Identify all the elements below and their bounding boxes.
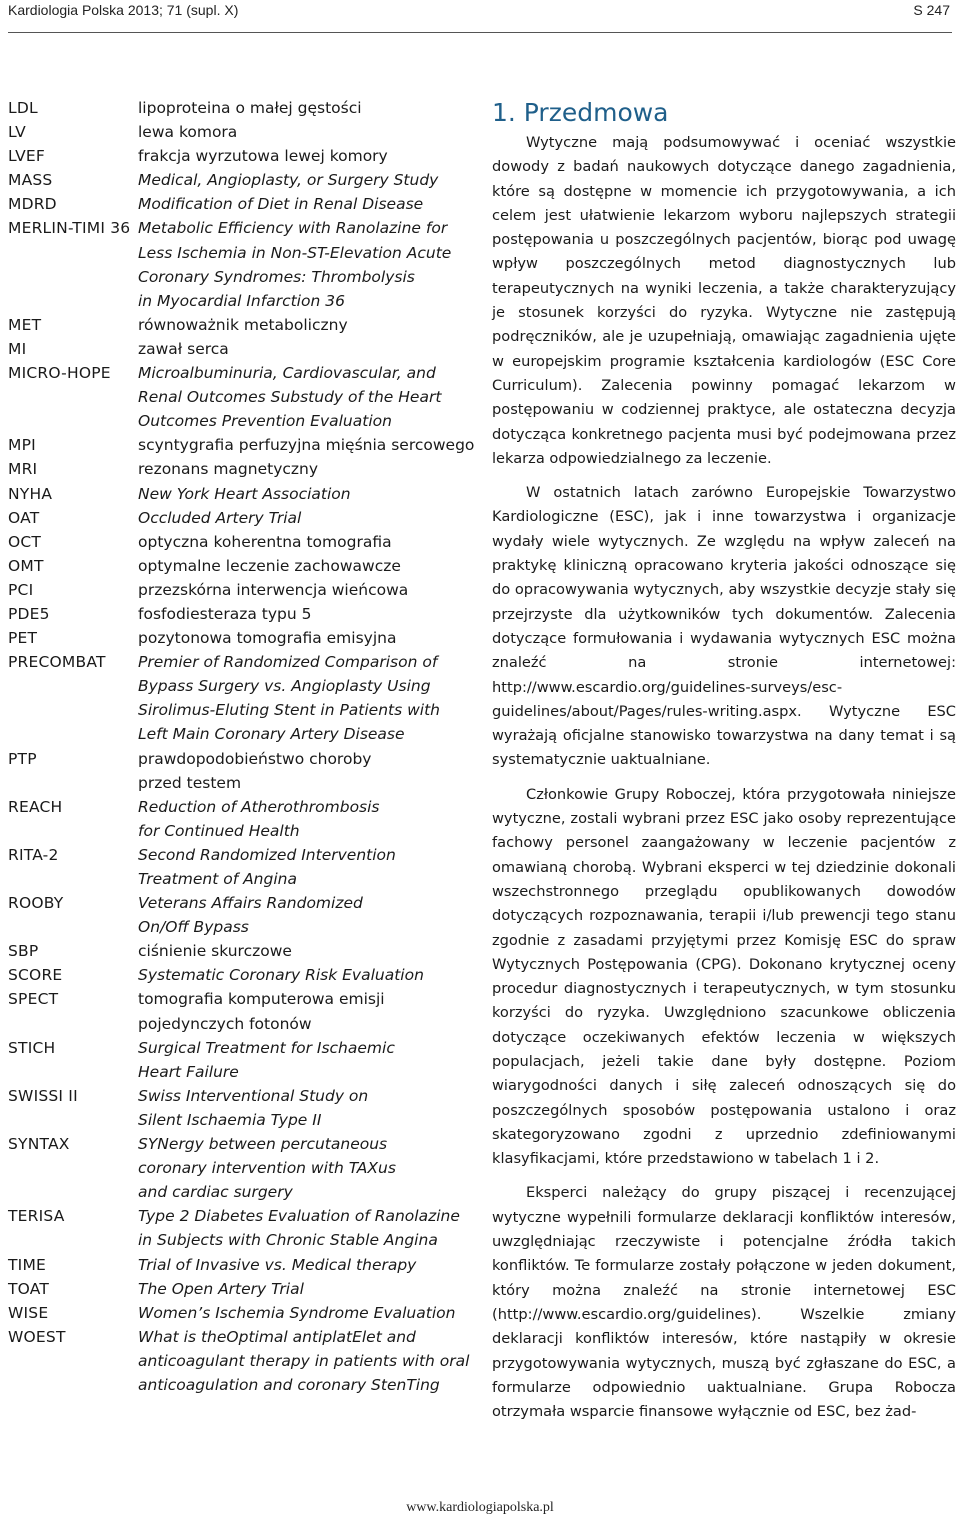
abbreviation-term: PCI bbox=[8, 580, 34, 599]
abbreviation-definition: Occluded Artery Trial bbox=[138, 508, 302, 527]
abbreviation-term: NYHA bbox=[8, 484, 53, 503]
abbreviation-definition: What is theOptimal antiplatElet and anticoagulant therapy in patients with oral anticoagulation and coronary StenTing bbox=[138, 1327, 470, 1394]
abbreviation-definition: fosfodiesteraza typu 5 bbox=[138, 604, 312, 623]
abbreviation-definition: The Open Artery Trial bbox=[138, 1279, 304, 1298]
abbreviation-term: MERLIN-TIMI 36 bbox=[8, 219, 131, 238]
abbreviation-row bbox=[8, 891, 478, 939]
abbreviation-row bbox=[8, 939, 478, 963]
abbreviation-row bbox=[8, 1325, 478, 1397]
abbreviation-term: OAT bbox=[8, 508, 40, 527]
abbreviation-definition: Type 2 Diabetes Evaluation of Ranolazine in Subjects with Chronic Stable Angina bbox=[138, 1207, 460, 1250]
abbreviation-definition: lipoproteina o małej gęstości bbox=[138, 99, 362, 117]
abbreviation-definition: przezskórna interwencja wieńcowa bbox=[138, 580, 409, 599]
abbreviation-definition: optyczna koherentna tomografia bbox=[138, 532, 392, 551]
abbreviation-term: SBP bbox=[8, 942, 39, 961]
abbreviation-term: LVEF bbox=[8, 147, 46, 166]
journal-citation: Kardiologia Polska 2013; 71 (supl. X) bbox=[8, 2, 239, 18]
abbreviation-definition: Medical, Angioplasty, or Surgery Study bbox=[138, 171, 439, 190]
abbreviation-definition: frakcja wyrzutowa lewej komory bbox=[138, 147, 388, 166]
abbreviation-definition: Veterans Affairs Randomized On/Off Bypass bbox=[138, 894, 363, 937]
abbreviation-row bbox=[8, 506, 478, 530]
abbreviation-definition: Women’s Ischemia Syndrome Evaluation bbox=[138, 1303, 456, 1322]
abbreviation-term: MASS bbox=[8, 171, 53, 190]
abbreviation-row bbox=[8, 1132, 478, 1204]
abbreviation-term: OCT bbox=[8, 532, 42, 551]
abbreviation-definition: zawał serca bbox=[138, 339, 229, 358]
abbreviation-term: RITA-2 bbox=[8, 845, 59, 864]
paragraph: Wytyczne mają podsumowywać i oceniać wszystkie dowody z badań naukowych dotyczące danego zagadnienia, które są dostępne w momencie ich przygotowywania, a ich celem jest ułatwienie lekarzom wyboru najlepszych strategii postępowania u poszczególnych pacjentów, biorąc pod uwagę wpływ poszczególnych metod diagnostycznych lub terapeutycznych na wyniki leczenia, a także charakteryzujący je stosunek korzyści do ryzyka. Wytyczne nie zastępują podręczników, ale je uzupełniają, omawiając zagadnienia ujęte w europejskim programie kształcenia kardiologów (ESC Core Curriculum). Zalecenia powinny pomagać lekarzom w postępowaniu w codziennej praktyce, ale ostateczna decyzja dotycząca konkretnego pacjenta musi być podejmowana przez lekarza odpowiedzialnego za leczenie. bbox=[492, 134, 956, 467]
abbreviation-row bbox=[8, 1084, 478, 1132]
abbreviation-term: LV bbox=[8, 123, 26, 142]
abbreviation-list bbox=[8, 96, 478, 1397]
abbreviation-definition: Premier of Randomized Comparison of Bypass Surgery vs. Angioplasty Using Sirolimus-Eluting Stent in Patients with Left Main Coronary Artery Disease bbox=[138, 653, 440, 744]
abbreviation-row bbox=[8, 1204, 478, 1252]
abbreviation-row bbox=[8, 578, 478, 602]
abbreviation-term: MPI bbox=[8, 436, 36, 455]
abbreviation-row bbox=[8, 795, 478, 843]
abbreviation-definition: Metabolic Efficiency with Ranolazine for Less Ischemia in Non-ST-Elevation Acute Coronary Syndromes: Thrombolysis in Myocardial Infarction 36 bbox=[138, 219, 452, 310]
section-title: 1. Przedmowa bbox=[492, 98, 669, 127]
abbreviation-term: PET bbox=[8, 629, 38, 648]
abbreviation-definition: Modification of Diet in Renal Disease bbox=[138, 195, 424, 214]
abbreviation-term: LDL bbox=[8, 99, 38, 117]
abbreviation-definition: lewa komora bbox=[138, 123, 238, 142]
abbreviation-term: MRI bbox=[8, 460, 38, 479]
abbreviation-term: STICH bbox=[8, 1038, 56, 1057]
abbreviation-row bbox=[8, 554, 478, 578]
abbreviation-term: ROOBY bbox=[8, 894, 64, 913]
abbreviation-definition: New York Heart Association bbox=[138, 484, 351, 503]
abbreviation-term: SPECT bbox=[8, 990, 59, 1009]
abbreviation-row bbox=[8, 96, 478, 120]
abbreviation-term: PDE5 bbox=[8, 604, 50, 623]
abbreviation-definition: Second Randomized Intervention Treatment of Angina bbox=[138, 845, 396, 888]
abbreviation-definition: prawdopodobieństwo choroby przed testem bbox=[138, 749, 372, 792]
abbreviation-definition: scyntygrafia perfuzyjna mięśnia sercowego bbox=[138, 436, 475, 455]
abbreviation-term: WISE bbox=[8, 1303, 49, 1322]
paragraph: W ostatnich latach zarówno Europejskie Towarzystwo Kardiologiczne (ESC), jak i inne towarzystwa i organizacje wydały wiele wytycznych. Ze względu na wpływ zaleceń na praktykę kliniczną opracowano kryteria jakości odnoszące się do opracowywania wytycznych, aby wszystkie decyzje stały się przejrzyste dla użytkowników tych dokumentów. Zalecenia dotyczące formułowania i wydawania wytycznych ESC można znaleźć na stronie internetowej: http://www.escardio.org/guidelines-surveys/esc-guidelines/about/Pages/rules-writing.aspx. Wytyczne ESC wyrażają oficjalne stanowisko towarzystwa na dany temat i są systematycznie uaktualniane. bbox=[492, 484, 956, 769]
abbreviation-definition: tomografia komputerowa emisji pojedynczych fotonów bbox=[138, 990, 385, 1033]
abbreviation-row bbox=[8, 433, 478, 457]
abbreviation-row bbox=[8, 1277, 478, 1301]
abbreviation-term: WOEST bbox=[8, 1327, 66, 1346]
abbreviation-term: MDRD bbox=[8, 195, 57, 214]
footer-url: www.kardiologiapolska.pl bbox=[406, 1500, 554, 1515]
abbreviation-row bbox=[8, 843, 478, 891]
abbreviation-term: TERISA bbox=[8, 1207, 65, 1226]
abbreviation-row bbox=[8, 1253, 478, 1277]
abbreviation-definition: Reduction of Atherothrombosis for Continued Health bbox=[138, 797, 380, 840]
abbreviation-row bbox=[8, 337, 478, 361]
abbreviation-term: SWISSI II bbox=[8, 1086, 78, 1105]
header-rule bbox=[8, 32, 952, 33]
abbreviation-definition: Microalbuminuria, Cardiovascular, and Renal Outcomes Substudy of the Heart Outcomes Prevention Evaluation bbox=[138, 364, 442, 431]
paragraph: Członkowie Grupy Roboczej, która przygotowała niniejsze wytyczne, zostali wybrani przez ESC jako osoby reprezentujące fachowy personel zaangażowany w leczenie pacjentów z omawianą chorobą. Wybrani eksperci w tej dziedzinie dokonali wszechstronnego przeglądu opublikowanych dowodów dotyczących rozpoznawania, terapii i/lub prewencji tego stanu zgodnie z zasadami przyjętymi przez Komisję ESC do spraw Wytycznych Postępowania (CPG). Dokonano krytycznej oceny procedur diagnostycznych i terapeutycznych, w tym stosunku korzyści do ryzyka. Uwzględniono szacunkowe obliczenia dotyczące oczekiwanych efektów leczenia w większych populacjach, jeżeli takie dane były dostępne. Poziom wiarygodności danych i siłę zaleceń odnoszących się do poszczególnych sposobów postępowania ustalono i oraz skategoryzowano zgodni z uprzednio zdefiniowanymi klasyfikacjami, które przedstawiono w tabelach 1 i 2. bbox=[492, 785, 956, 1168]
abbreviation-term: MET bbox=[8, 315, 42, 334]
abbreviation-row bbox=[8, 482, 478, 506]
abbreviation-row bbox=[8, 144, 478, 168]
abbreviation-row bbox=[8, 120, 478, 144]
abbreviation-term: TOAT bbox=[8, 1279, 50, 1298]
abbreviation-row bbox=[8, 457, 478, 481]
abbreviation-definition: SYNergy between percutaneous coronary intervention with TAXus and cardiac surgery bbox=[138, 1135, 396, 1202]
abbreviation-definition: Swiss Interventional Study on Silent Ischaemia Type II bbox=[138, 1086, 369, 1129]
abbreviation-term: REACH bbox=[8, 797, 63, 816]
abbreviation-definition: rezonans magnetyczny bbox=[138, 460, 319, 479]
abbreviation-row bbox=[8, 963, 478, 987]
abbreviation-term: SYNTAX bbox=[8, 1135, 70, 1154]
abbreviation-row bbox=[8, 216, 478, 312]
abbreviation-term: TIME bbox=[8, 1255, 47, 1274]
abbreviation-row bbox=[8, 747, 478, 795]
page-number: S 247 bbox=[913, 2, 950, 18]
abbreviation-term: PRECOMBAT bbox=[8, 653, 106, 672]
abbreviation-row bbox=[8, 987, 478, 1035]
abbreviation-definition: pozytonowa tomografia emisyjna bbox=[138, 629, 397, 648]
abbreviation-row bbox=[8, 192, 478, 216]
abbreviation-row bbox=[8, 361, 478, 433]
abbreviation-term: PTP bbox=[8, 749, 37, 768]
abbreviation-row bbox=[8, 1036, 478, 1084]
abbreviation-term: MI bbox=[8, 339, 27, 358]
abbreviation-definition: ciśnienie skurczowe bbox=[138, 942, 292, 961]
abbreviation-row bbox=[8, 650, 478, 746]
abbreviation-row bbox=[8, 1301, 478, 1325]
abbreviation-term: MICRO-HOPE bbox=[8, 364, 111, 383]
abbreviation-definition: Trial of Invasive vs. Medical therapy bbox=[138, 1255, 417, 1274]
abbreviation-row bbox=[8, 313, 478, 337]
abbreviation-definition: równoważnik metaboliczny bbox=[138, 315, 348, 334]
abbreviation-row bbox=[8, 602, 478, 626]
abbreviation-row bbox=[8, 626, 478, 650]
paragraph: Eksperci należący do grupy piszącej i recenzującej wytyczne wypełnili formularze deklaracji konfliktów interesów, uwzględniając rzeczywiste i potencjalne źródła takich konfliktów. Te formularze zostały połączone w jeden dokument, który można znaleźć na stronie internetowej ESC (http://www.escardio.org/guidelines). Wszelkie zmiany deklaracji konfliktów interesów, które nastąpiły w okresie przygotowywania wytycznych, muszą być zgłaszane do ESC, a formularze odpowiednio uaktualniane. Grupa Robocza otrzymała wsparcie finansowe wyłącznie od ESC, bez żad- bbox=[492, 1184, 956, 1421]
page-header bbox=[8, 0, 952, 34]
abbreviation-term: OMT bbox=[8, 556, 44, 575]
abbreviation-definition: Surgical Treatment for Ischaemic Heart Failure bbox=[138, 1038, 395, 1081]
abbreviation-term: SCORE bbox=[8, 966, 63, 985]
abbreviation-definition: Systematic Coronary Risk Evaluation bbox=[138, 966, 424, 985]
abbreviation-row bbox=[8, 530, 478, 554]
page-footer bbox=[0, 1500, 960, 1516]
abbreviation-row bbox=[8, 168, 478, 192]
abbreviation-definition: optymalne leczenie zachowawcze bbox=[138, 556, 401, 575]
preface-column bbox=[492, 98, 956, 1424]
